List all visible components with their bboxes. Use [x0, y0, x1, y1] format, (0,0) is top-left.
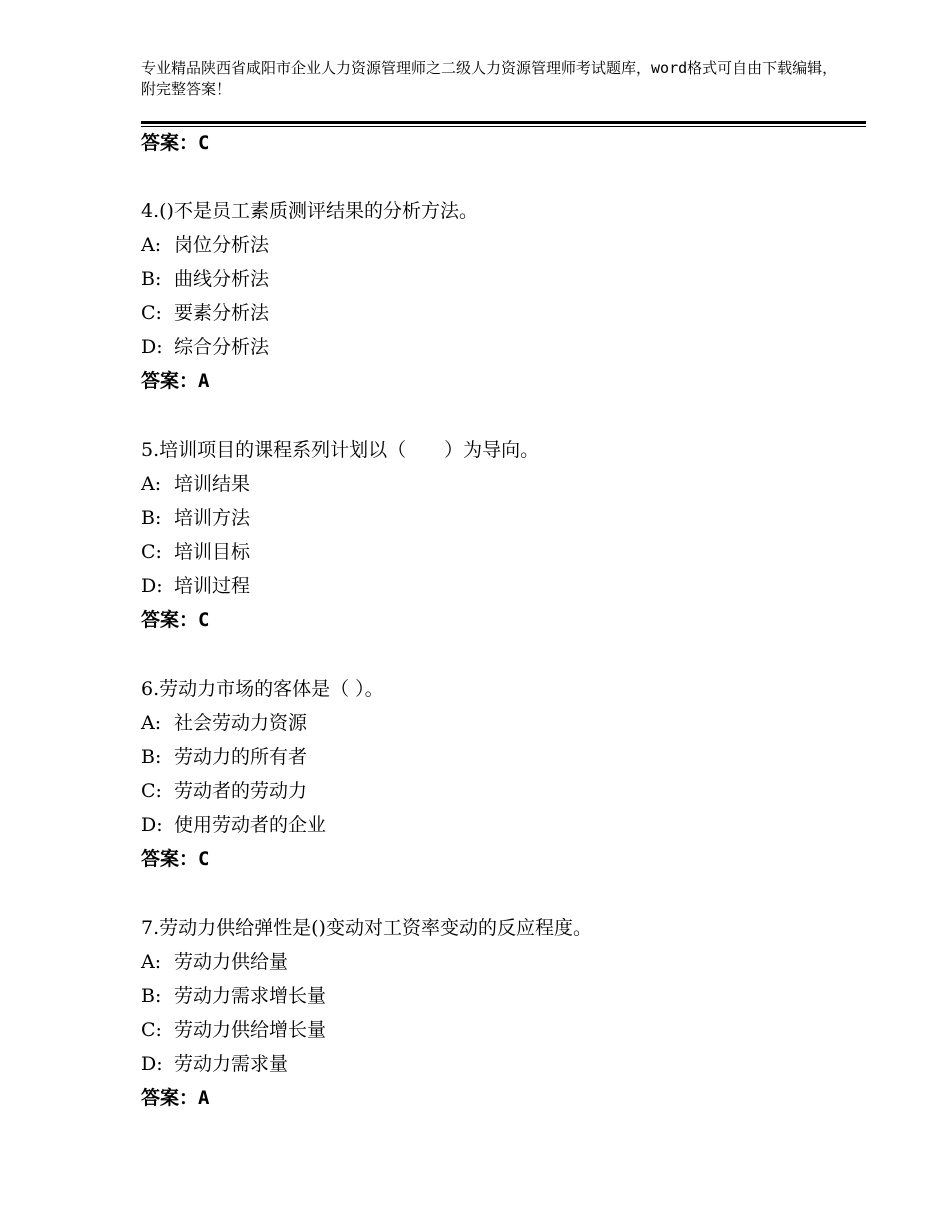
- option-key: C:: [141, 1019, 162, 1041]
- previous-question-answer: [141, 131, 209, 155]
- question-answer: [141, 847, 866, 871]
- option-text: 劳动力供给增长量: [174, 1019, 327, 1041]
- document-header: 专业精品陕西省咸阳市企业人力资源管理师之二级人力资源管理师考试题库，word格式可自由下载编辑，附完整答案！: [141, 59, 838, 98]
- question-stem: 6.劳动力市场的客体是（ ）。: [141, 678, 384, 700]
- option-text: 劳动力需求增长量: [174, 985, 327, 1007]
- answer-label: 答案：: [141, 370, 199, 392]
- answer-value: C: [198, 609, 210, 631]
- option-key: C:: [141, 541, 162, 563]
- option-b: [141, 745, 866, 779]
- header-divider-thick: [141, 121, 866, 124]
- option-d: [141, 335, 866, 369]
- option-d: [141, 574, 866, 608]
- answer-label: 答案：: [141, 1087, 199, 1109]
- option-key: A:: [141, 473, 162, 495]
- option-text: 劳动力的所有者: [174, 746, 308, 768]
- option-key: C:: [141, 780, 162, 802]
- option-text: 劳动者的劳动力: [174, 780, 308, 802]
- answer-value: C: [198, 132, 210, 154]
- question-stem: 7.劳动力供给弹性是()变动对工资率变动的反应程度。: [141, 917, 592, 939]
- option-text: 岗位分析法: [174, 234, 270, 256]
- option-key: D:: [141, 814, 163, 836]
- option-a: [141, 472, 866, 506]
- option-text: 劳动力需求量: [174, 1053, 289, 1075]
- option-b: [141, 506, 866, 540]
- answer-label: 答案：: [141, 132, 199, 154]
- question-stem: 5.培训项目的课程系列计划以（ ）为导向。: [141, 439, 540, 461]
- answer-value: A: [198, 1087, 210, 1109]
- question-6: [141, 677, 866, 871]
- option-text: 社会劳动力资源: [174, 712, 308, 734]
- option-b: [141, 984, 866, 1018]
- answer-label: 答案：: [141, 609, 199, 631]
- option-text: 使用劳动者的企业: [174, 814, 327, 836]
- option-c: [141, 1018, 866, 1052]
- option-key: D:: [141, 575, 163, 597]
- question-stem: 4.()不是员工素质测评结果的分析方法。: [141, 200, 478, 222]
- option-text: 培训过程: [174, 575, 251, 597]
- answer-value: C: [198, 848, 210, 870]
- option-text: 培训方法: [174, 507, 251, 529]
- option-c: [141, 301, 866, 335]
- option-key: B:: [141, 507, 162, 529]
- option-key: D:: [141, 1053, 163, 1075]
- option-text: 要素分析法: [174, 302, 270, 324]
- question-7: [141, 916, 866, 1110]
- option-key: C:: [141, 302, 162, 324]
- question-answer: [141, 608, 866, 632]
- question-4: [141, 199, 866, 393]
- option-text: 曲线分析法: [174, 268, 270, 290]
- header-divider-thin: [141, 126, 866, 127]
- option-key: A:: [141, 712, 162, 734]
- option-c: [141, 540, 866, 574]
- option-text: 综合分析法: [174, 336, 270, 358]
- answer-label: 答案：: [141, 848, 199, 870]
- question-answer: [141, 369, 866, 393]
- option-a: [141, 711, 866, 745]
- option-text: 培训目标: [174, 541, 251, 563]
- question-5: [141, 438, 866, 632]
- option-key: A:: [141, 951, 162, 973]
- option-key: D:: [141, 336, 163, 358]
- answer-value: A: [198, 370, 210, 392]
- option-b: [141, 267, 866, 301]
- option-text: 劳动力供给量: [174, 951, 289, 973]
- option-a: [141, 233, 866, 267]
- question-answer: [141, 1086, 866, 1110]
- option-key: A:: [141, 234, 162, 256]
- option-key: B:: [141, 746, 162, 768]
- option-text: 培训结果: [174, 473, 251, 495]
- option-key: B:: [141, 268, 162, 290]
- option-c: [141, 779, 866, 813]
- option-a: [141, 950, 866, 984]
- option-d: [141, 1052, 866, 1086]
- option-d: [141, 813, 866, 847]
- option-key: B:: [141, 985, 162, 1007]
